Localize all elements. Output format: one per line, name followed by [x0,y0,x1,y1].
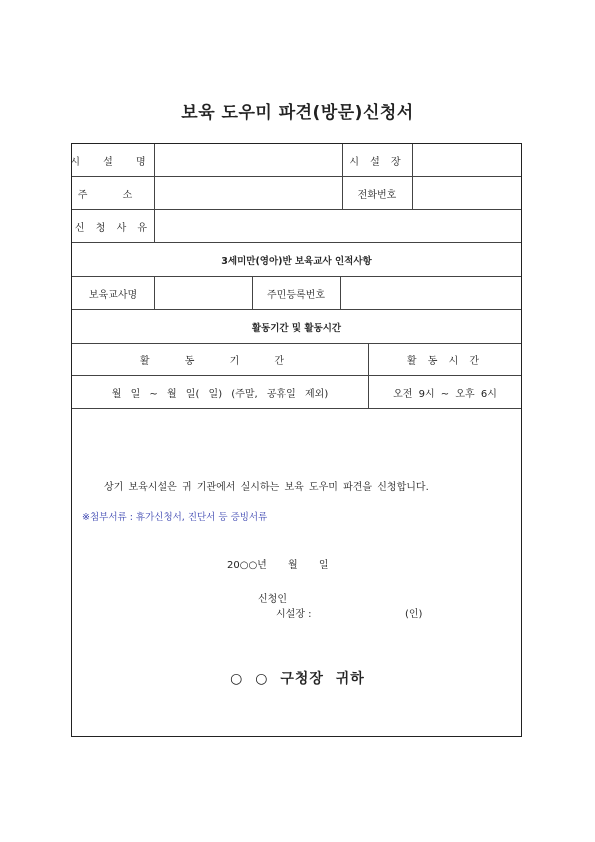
seal-mark: (인) [405,609,423,620]
application-statement: 상기 보육시설은 귀 기관에서 실시하는 보육 도우미 파견을 신청합니다. [104,482,429,493]
recipient-line: ○ ○ 구청장 귀하 [230,671,365,687]
address-label: 주 소 [77,189,149,201]
activity-section-heading: 활동기간 및 활동시간 [251,322,342,334]
teacher-name-field[interactable] [155,277,252,309]
activity-time-field[interactable]: 오전 9시 ~ 오후 6시 [393,388,497,400]
activity-period-label: 활 동 기 간 [139,356,301,367]
resident-number-label: 주민등록번호 [267,289,325,301]
reason-label: 신 청 사 유 [74,222,152,234]
document-title: 보육 도우미 파견(방문)신청서 [181,103,414,123]
facility-head-field[interactable] [413,144,521,176]
resident-number-field[interactable] [341,277,521,309]
address-field[interactable] [155,177,342,209]
facility-head-label: 시 설 장 [349,156,405,168]
phone-label: 전화번호 [357,189,397,201]
facility-head-sign-label: 시설장 : [276,609,312,620]
application-form [71,143,522,737]
application-date: 20○○년 월 일 [227,560,329,571]
facility-name-field[interactable] [155,144,342,176]
activity-time-label: 활 동 시 간 [406,356,484,367]
attachment-note: ※첨부서류 : 휴가신청서, 진단서 등 증빙서류 [82,512,268,523]
activity-period-field[interactable]: 월 일 ~ 월 일( 일) (주말, 공휴일 제외) [111,388,329,400]
reason-field[interactable] [155,210,521,242]
teacher-section-heading: 3세미만(영아)반 보육교사 인적사항 [221,255,372,267]
row-divider [72,408,521,409]
applicant-label: 신청인 [258,594,287,605]
facility-name-label: 시 설 명 [70,156,156,168]
phone-field[interactable] [413,177,521,209]
teacher-name-label: 보육교사명 [88,289,138,301]
